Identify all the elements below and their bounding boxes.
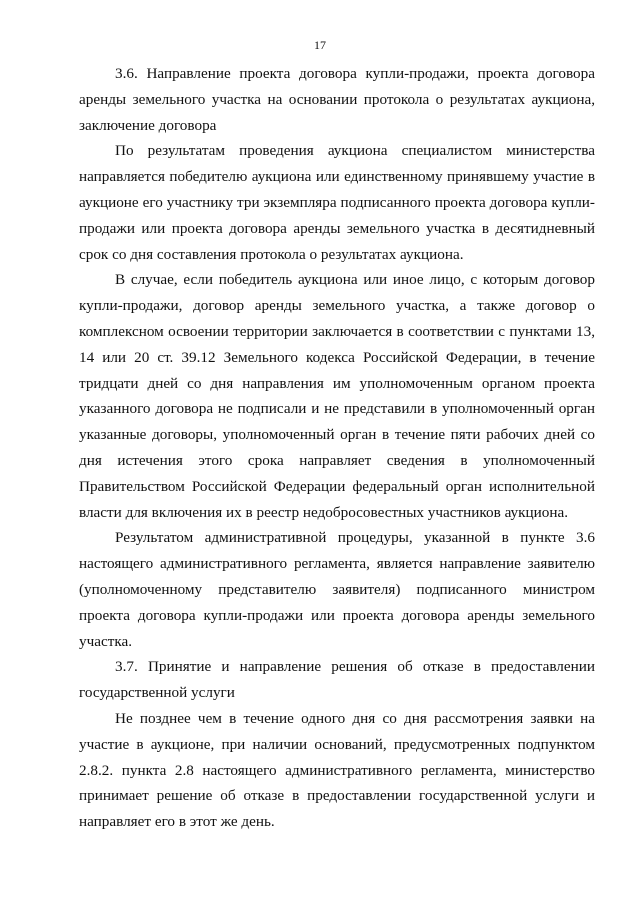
section-heading-3-7: 3.7. Принятие и направление решения об отказе в предоставлении государственной услуги [79,658,595,702]
page-number: 17 [314,38,326,52]
document-body [79,61,595,835]
paragraph-refusal-decision: Не позднее чем в течение одного дня со дня рассмотрения заявки на участие в аукционе, при наличии оснований, предусмотренных подпунктом 2.8.2. пункта 2.8 настоящего административного регламента, министерство принимает решение об отказе в предоставлении государственной услуги и направляет его в этот же день. [79,709,595,831]
paragraph-contract-sending: По результатам проведения аукциона специалистом министерства направляется победителю аукциона или единственному принявшему участие в аукционе его участнику три экземпляра подписанного проекта договора купли-продажи или проекта договора аренды земельного участка в десятидневный срок со дня составления протокола о результатах аукциона. [79,142,595,263]
section-heading-3-6: 3.6. Направление проекта договора купли-продажи, проекта договора аренды земельного участка на основании протокола о результатах аукциона, заключение договора [79,65,595,134]
paragraph-procedure-result: Результатом административной процедуры, указанной в пункте 3.6 настоящего административного регламента, является направление заявителю (уполномоченному представителю заявителя) подписанного министром проекта договора купли-продажи или проекта договора аренды земельного участка. [79,529,595,650]
paragraph-unsigned-contract: В случае, если победитель аукциона или иное лицо, с которым договор купли-продажи, договор аренды земельного участка, а также договор о комплексном освоении территории заключается в соответствии с пунктами 13, 14 или 20 ст. 39.12 Земельного кодекса Российской Федерации, в течение тридцати дней со дня направления им уполномоченным органом проекта указанного договора не подписали и не представили в уполномоченный орган указанные договоры, уполномоченный орган в течение пяти рабочих дней со дня истечения этого срока направляет сведения в уполномоченный Правительством Российской Федерации федеральный орган исполнительной власти для включения их в реестр недобросовестных участников аукциона. [79,271,595,521]
